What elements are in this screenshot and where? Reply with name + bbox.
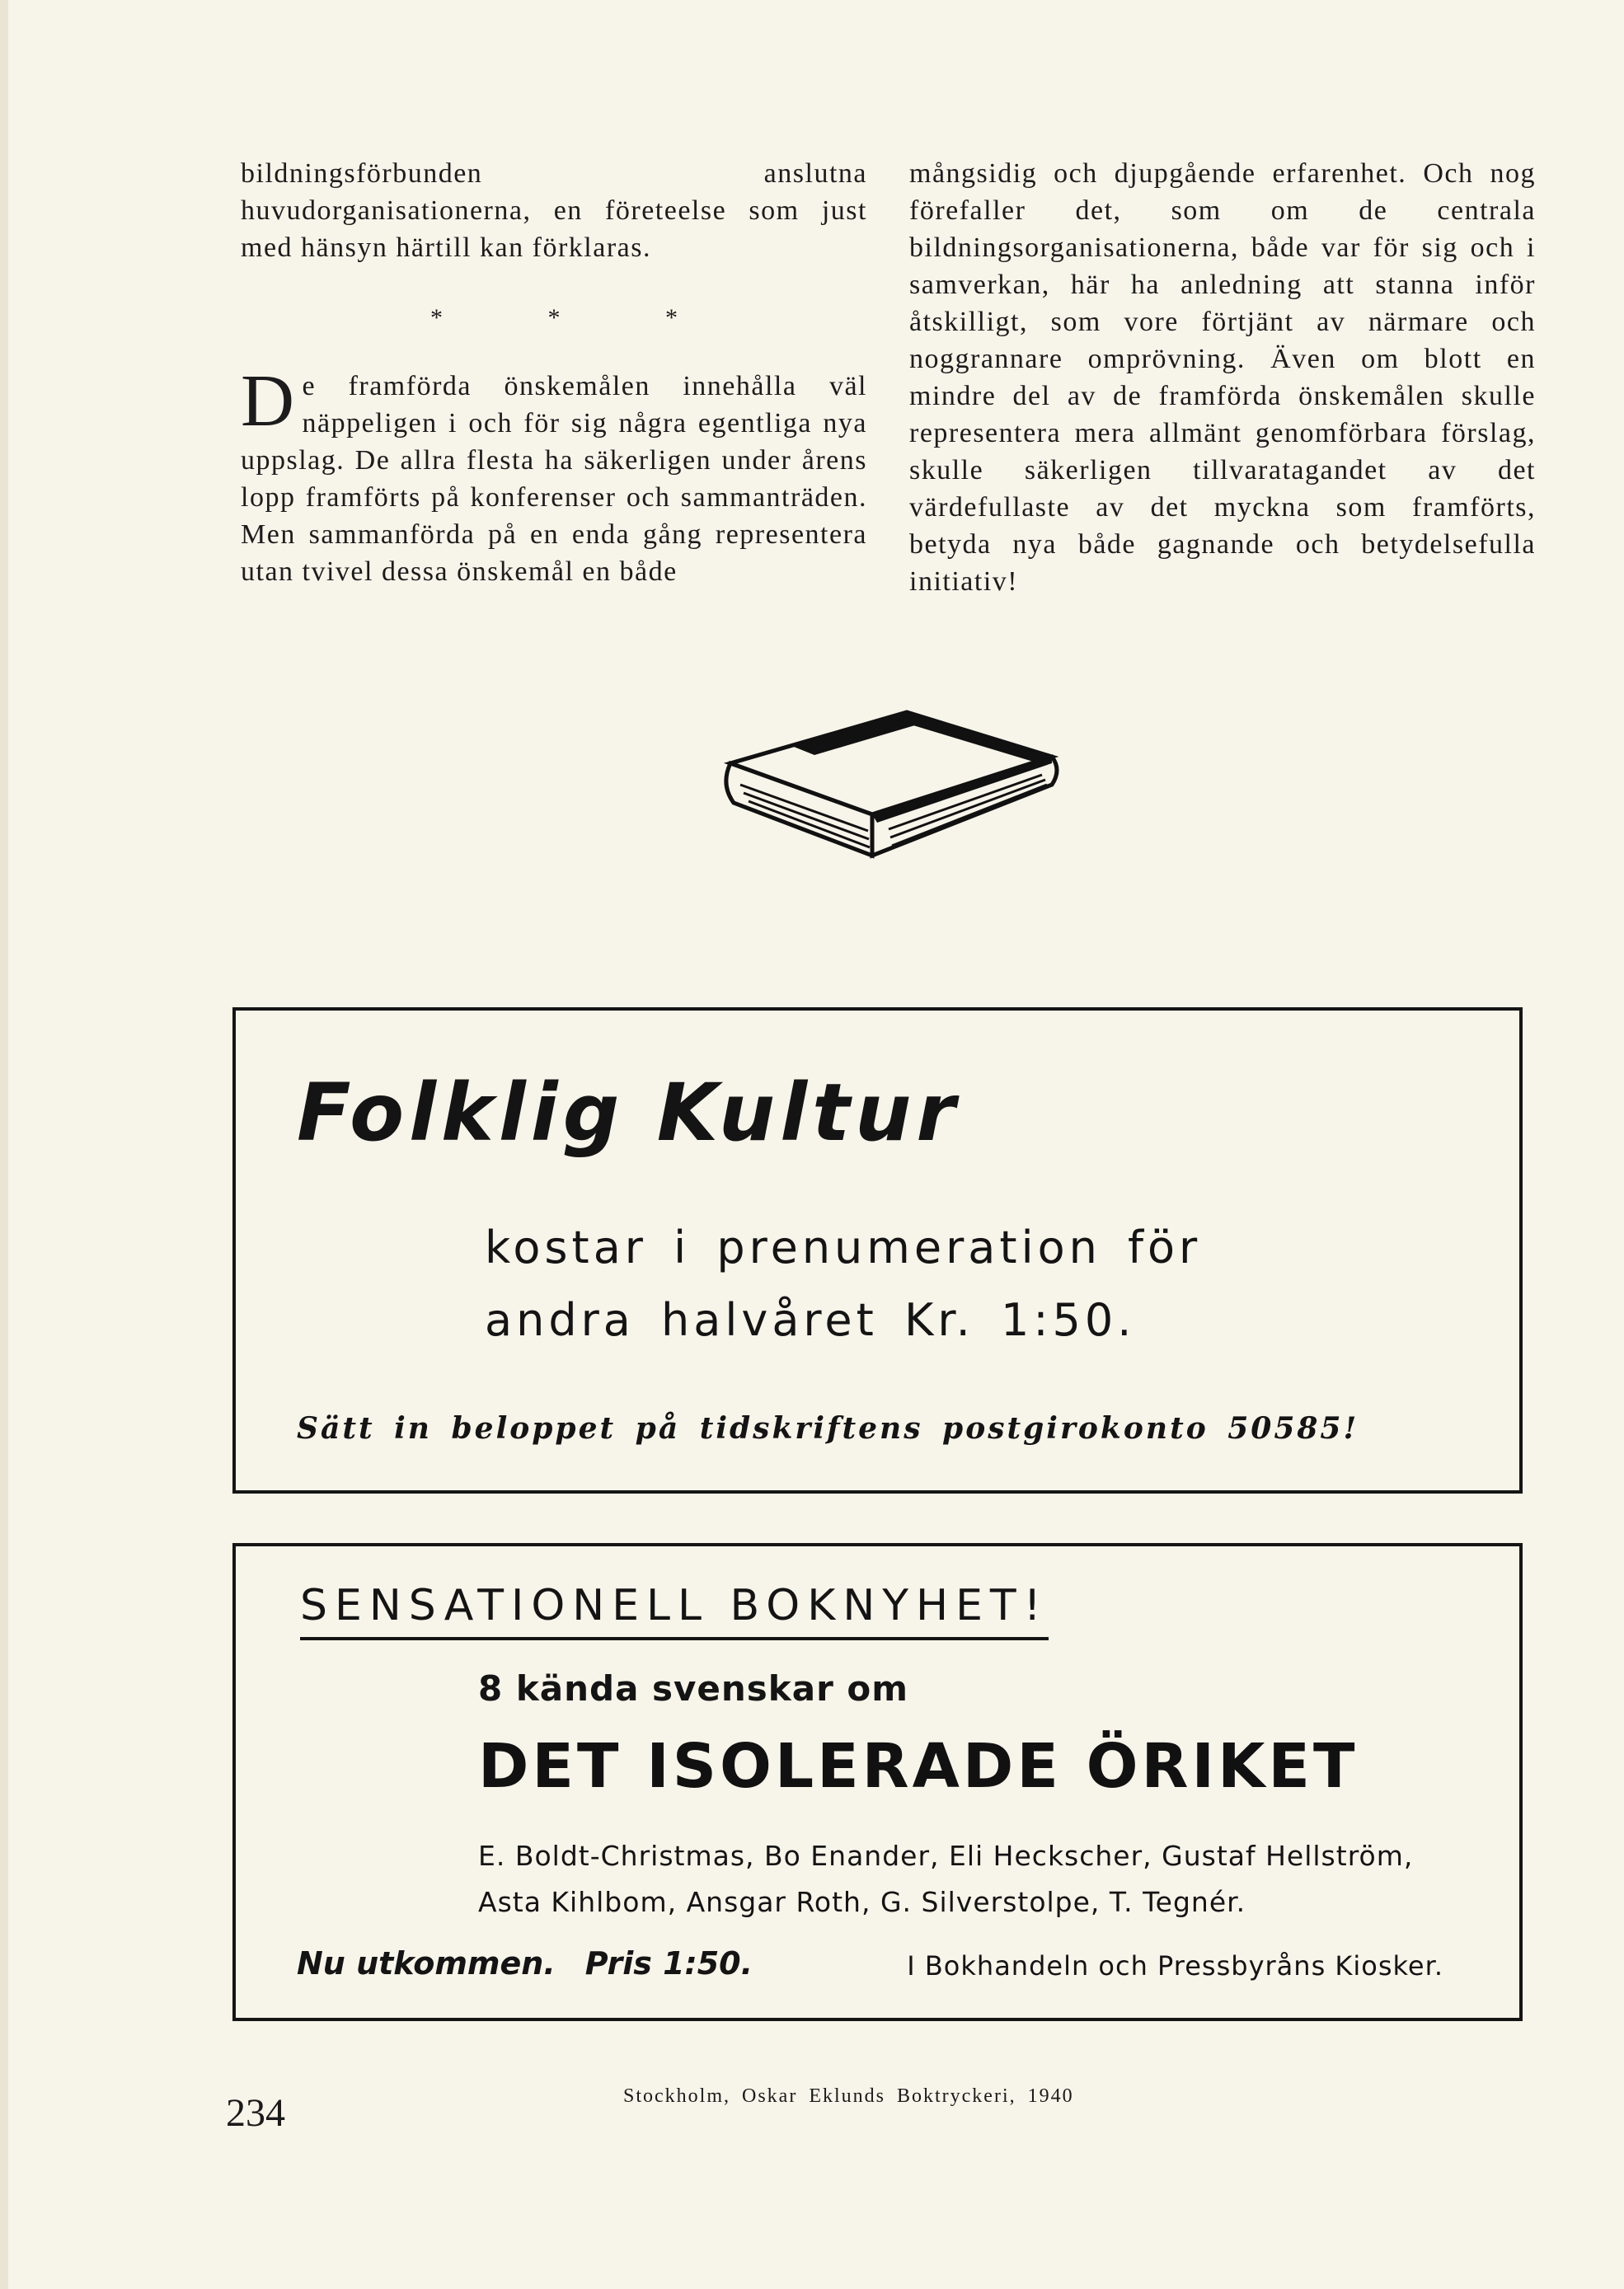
- paragraph-text: e framförda önskemålen innehålla väl näppeligen i och för sig några egentliga nya uppslag. De allra flesta ha säkerligen under årens lopp framförts på konferenser och sammanträden. Men sammanförda på en enda gång representera utan tvivel dessa önskemål en både: [241, 371, 867, 587]
- sales-outlets: I Bokhandeln och Pressbyråns Kiosker.: [907, 1950, 1443, 1982]
- price-line-1: kostar i prenumeration för: [485, 1222, 1202, 1273]
- subscription-ad: [232, 1007, 1523, 1494]
- page-number: 234: [226, 2091, 285, 2135]
- book-ad-subheadline: 8 kända svenskar om: [478, 1668, 909, 1709]
- book-authors: E. Boldt-Christmas, Bo Enander, Eli Heckscher, Gustaf Hellström, Asta Kihlbom, Ansgar Roth, G. Silverstolpe, T. Tegnér.: [478, 1840, 1414, 1918]
- price-line-2: andra halvåret Kr. 1:50.: [485, 1294, 1136, 1346]
- book-ad: [232, 1543, 1523, 2021]
- paragraph: bildningsförbunden anslutna huvudorganisationerna, en företeelse som just med hänsyn härtill kan förklaras.: [241, 158, 867, 263]
- drop-cap: D: [241, 360, 296, 442]
- postgiro-note: Sätt in beloppet på tidskriftens postgirokonto 50585!: [297, 1411, 1359, 1446]
- availability-text: Nu utkommen.: [297, 1945, 556, 1982]
- paragraph: mångsidig och djupgående erfarenhet. Och nog förefaller det, som om de centrala bildningsorganisationerna, både var för sig och i samverkan, här ha anledning att stanna inför åtskilligt, som vore förtjänt av närmare och noggrannare omprövning. Även om blott en mindre del av de framförda önskemålen skulle representera mera allmänt genomförbara förslag, skulle säkerligen tillvaratagandet av det värdefullaste av det myckna som framförts, betyda nya både gagnande och betydelsefulla initiativ!: [909, 158, 1536, 597]
- magazine-logo-title: Folklig Kultur: [297, 1067, 960, 1159]
- book-icon: [716, 706, 1062, 874]
- text-column-left: [241, 155, 867, 590]
- book-price: Pris 1:50.: [584, 1945, 753, 1982]
- section-separator: * * *: [430, 304, 727, 331]
- printer-imprint: Stockholm, Oskar Eklunds Boktryckeri, 1940: [623, 2085, 1074, 2107]
- book-ad-headline: SENSATIONELL BOKNYHET!: [300, 1581, 1049, 1640]
- text-column-right: [909, 155, 1536, 600]
- paragraph: [241, 360, 867, 590]
- availability-line: [297, 1945, 753, 1982]
- book-title: DET ISOLERADE ÖRIKET: [478, 1731, 1359, 1802]
